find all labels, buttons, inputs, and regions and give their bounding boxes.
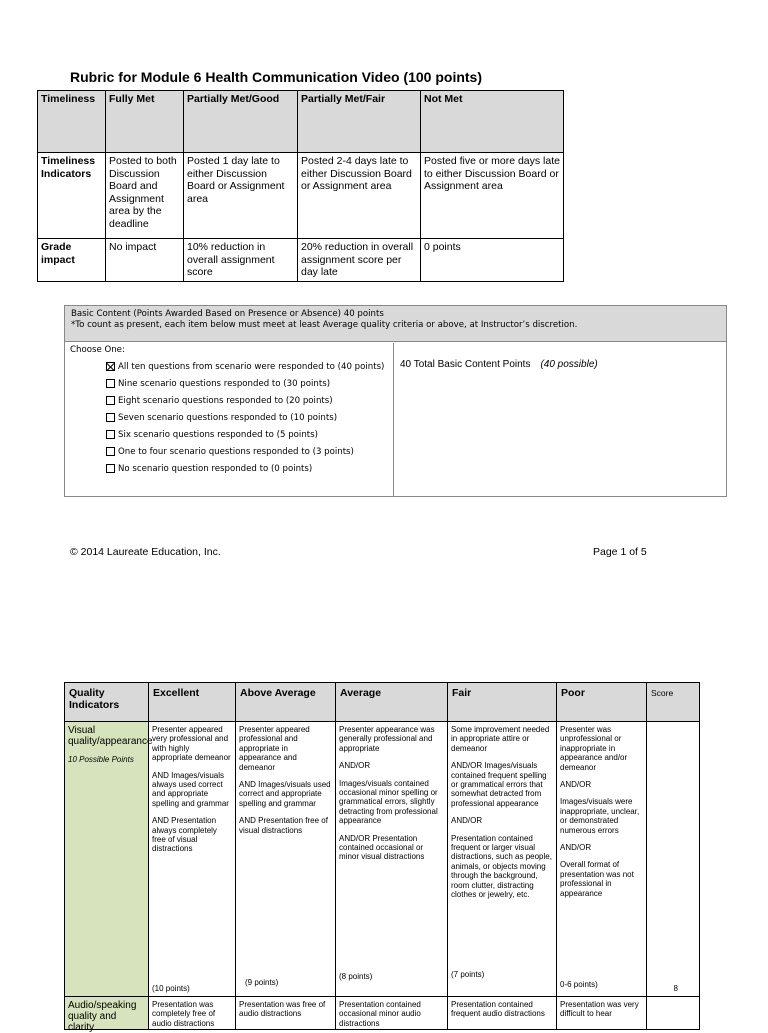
option-row[interactable] <box>106 375 388 392</box>
checkbox[interactable] <box>106 447 115 456</box>
points-text: (10 points) <box>152 983 190 993</box>
total-possible: (40 possible) <box>540 359 598 370</box>
basic-content-note: *To count as present, each item below must meet at least Average quality criteria or above, at Instructor’s discretion. <box>71 320 578 330</box>
table-cell: Posted 2-4 days late to either Discussion Board or Assignment area <box>298 153 421 239</box>
row-label-cell <box>65 997 149 1033</box>
total-points: 40 Total Basic Content Points <box>400 359 531 370</box>
basic-content-heading: Basic Content (Points Awarded Based on Presence or Absence) 40 points <box>71 309 384 319</box>
table-cell <box>557 997 647 1030</box>
criteria-text: AND/OR <box>560 780 592 790</box>
basic-content-header <box>65 306 726 342</box>
table-row <box>65 722 700 997</box>
points-text: (7 points) <box>451 969 485 979</box>
header-cell: Poor <box>557 683 647 722</box>
header-cell: Excellent <box>149 683 236 722</box>
option-label: Nine scenario questions responded to (30 points) <box>118 378 331 389</box>
table-cell: Posted five or more days late to either Discussion Board or Assignment area <box>421 153 564 239</box>
criteria-text: AND/OR Images/visuals contained frequent spelling or grammatical errors that somewhat detracted from professional appearance <box>451 761 547 808</box>
header-cell: Score <box>647 683 700 722</box>
table-cell: Posted to both Discussion Board and Assignment area by the deadline <box>106 153 184 239</box>
table-cell: 0 points <box>421 239 564 282</box>
table-cell <box>149 997 236 1030</box>
option-row[interactable] <box>106 426 388 443</box>
row-label: Visual quality/appearance <box>68 725 153 747</box>
options-panel <box>65 343 394 496</box>
checkbox[interactable] <box>106 396 115 405</box>
criteria-text: Some improvement needed in appropriate attire or demeanor <box>451 725 550 753</box>
page-number: Page 1 of 5 <box>593 546 647 558</box>
checkbox[interactable] <box>106 379 115 388</box>
row-label: Grade impact <box>38 239 106 282</box>
checkbox[interactable] <box>106 413 115 422</box>
criteria-text: Images/visuals were inappropriate, unclear, or demonstrated numerous errors <box>560 797 640 835</box>
checkbox[interactable] <box>106 362 115 371</box>
document-title: Rubric for Module 6 Health Communication Video (100 points) <box>70 69 483 85</box>
table-row <box>38 239 564 282</box>
criteria-text: Images/visuals contained occasional minor spelling or grammatical errors, slightly detracting from professional appearance <box>339 778 438 826</box>
criteria-text: Presentation contained frequent audio distractions <box>451 1000 545 1019</box>
header-cell: Fully Met <box>106 91 184 153</box>
table-cell <box>149 722 236 997</box>
row-label: Timeliness Indicators <box>38 153 106 239</box>
option-label: Eight scenario questions responded to (20 points) <box>118 395 333 406</box>
points-text: (8 points) <box>339 971 373 981</box>
criteria-text: AND/OR Presentation contained occasional or minor visual distractions <box>339 833 425 862</box>
header-cell: Fair <box>448 683 557 722</box>
table-cell: Posted 1 day late to either Discussion Board or Assignment area <box>184 153 298 239</box>
table-cell: No impact <box>106 239 184 282</box>
table-row <box>65 997 700 1030</box>
criteria-text: Presentation contained occasional minor audio distractions <box>339 1000 421 1028</box>
criteria-text: AND Images/visuals used correct and appropriate spelling and grammar <box>239 780 331 808</box>
criteria-text: Presenter appeared professional and appropriate in appearance and demeanor <box>239 725 310 772</box>
criteria-text: AND Images/visuals always used correct and appropriate spelling and grammar <box>152 770 229 808</box>
criteria-text: Presentation contained frequent or larger visual distractions, such as people, animals, or objects moving through the background, room clutter, distracting clothes or jewelry, etc. <box>451 833 552 900</box>
criteria-text: AND/OR <box>560 843 592 853</box>
option-row[interactable] <box>106 443 388 460</box>
table-cell <box>448 722 557 997</box>
criteria-text: Presentation was completely free of audio distractions <box>152 1000 216 1028</box>
criteria-text: AND/OR <box>451 816 483 826</box>
option-row[interactable] <box>106 409 388 426</box>
possible-points: 10 Possible Points <box>68 755 134 764</box>
score-cell[interactable] <box>647 997 700 1030</box>
header-cell: Above Average <box>236 683 336 722</box>
table-header-row <box>38 91 564 153</box>
timeliness-rubric-table <box>37 90 564 282</box>
criteria-text: AND/OR <box>339 761 371 771</box>
basic-content-box <box>64 305 727 497</box>
header-cell: Partially Met/Fair <box>298 91 421 153</box>
table-cell <box>236 997 336 1030</box>
criteria-text: Presentation was very difficult to hear <box>560 1000 639 1019</box>
option-row[interactable] <box>106 460 388 477</box>
points-text: 0-6 points) <box>560 979 598 989</box>
option-label: All ten questions from scenario were responded to (40 points) <box>118 361 385 372</box>
option-row[interactable] <box>106 392 388 409</box>
checkbox[interactable] <box>106 464 115 473</box>
criteria-text: Presenter appearance was generally professional and appropriate <box>339 725 435 753</box>
copyright: © 2014 Laureate Education, Inc. <box>70 546 221 558</box>
checkbox[interactable] <box>106 430 115 439</box>
header-cell: Not Met <box>421 91 564 153</box>
points-text: (9 points) <box>245 977 279 987</box>
row-label-cell <box>65 722 153 997</box>
option-row[interactable] <box>106 358 388 375</box>
row-label: Audio/speaking quality and clarity <box>68 1000 137 1033</box>
option-label: Seven scenario questions responded to (10 points) <box>118 412 338 423</box>
option-label: No scenario question responded to (0 points) <box>118 463 313 474</box>
score-value: 8 <box>673 983 678 993</box>
choose-label: Choose One: <box>70 345 125 355</box>
criteria-text: AND Presentation free of visual distractions <box>239 816 328 835</box>
table-header-row <box>65 683 700 722</box>
table-cell <box>236 722 336 997</box>
criteria-text: Presenter was unprofessional or inappropriate in appearance and/or demeanor <box>560 725 628 772</box>
table-cell <box>336 722 448 997</box>
table-cell <box>448 997 557 1030</box>
quality-rubric-table <box>64 682 700 1033</box>
header-cell: Quality Indicators <box>65 683 149 722</box>
table-cell: 10% reduction in overall assignment score <box>184 239 298 282</box>
table-cell <box>557 722 647 997</box>
option-label: Six scenario questions responded to (5 points) <box>118 429 318 440</box>
table-row <box>38 153 564 239</box>
criteria-text: Presenter appeared very professional and with highly appropriate demeanor <box>152 725 231 763</box>
table-cell <box>336 997 448 1030</box>
criteria-text: Overall format of presentation was not professional in appearance <box>560 860 634 898</box>
header-cell: Timeliness <box>38 91 106 153</box>
total-panel <box>395 343 726 496</box>
criteria-text: AND Presentation always completely free of visual distractions <box>152 816 217 854</box>
score-cell[interactable] <box>647 722 700 997</box>
criteria-text: Presentation was free of audio distractions <box>239 1000 326 1019</box>
header-cell: Average <box>336 683 448 722</box>
header-cell: Partially Met/Good <box>184 91 298 153</box>
option-label: One to four scenario questions responded to (3 points) <box>118 446 354 457</box>
table-cell: 20% reduction in overall assignment score per day late <box>298 239 421 282</box>
